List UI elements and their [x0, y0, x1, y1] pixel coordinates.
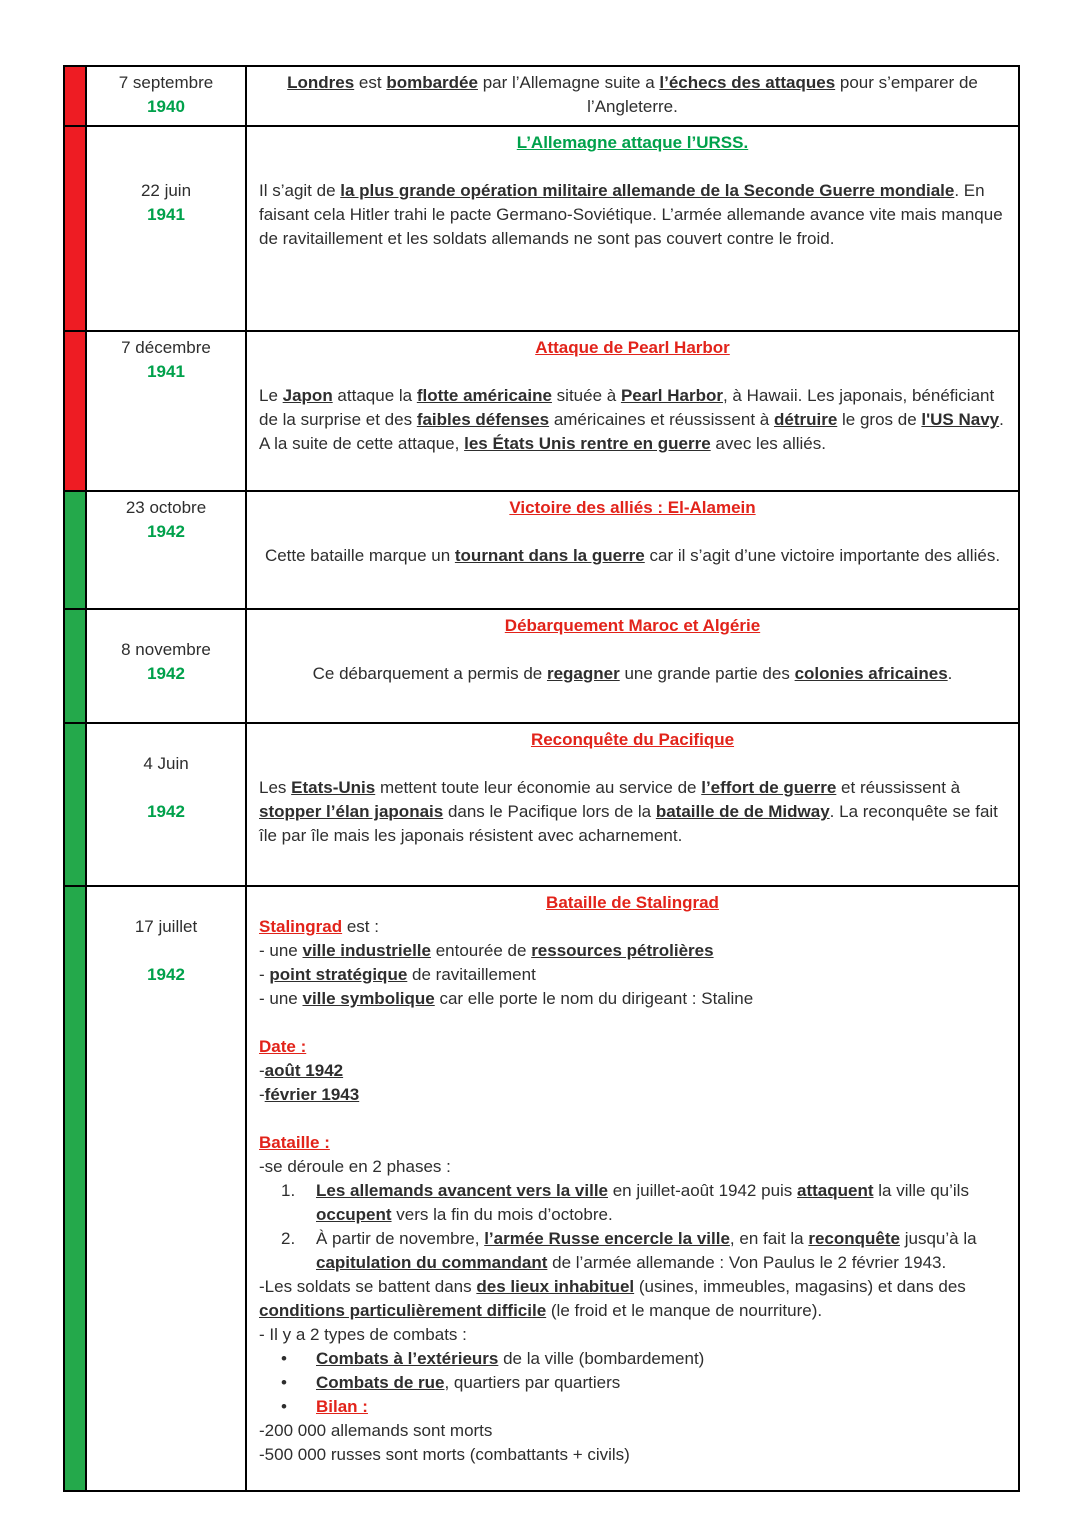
blank-line	[259, 155, 1006, 179]
date-blank-line	[87, 776, 245, 800]
paragraph	[259, 1323, 1006, 1347]
text-segment: -500 000 russes sont morts (combattants + civils)	[259, 1445, 630, 1464]
text-segment: . La reconquête se fait île par île mais les japonais résistent avec acharnement.	[259, 802, 998, 845]
text-segment: Pearl Harbor	[620, 386, 723, 405]
paragraph	[259, 384, 1006, 456]
text-segment: et réussissent à	[836, 778, 961, 797]
text-segment: entourée de	[430, 941, 532, 960]
paragraph	[259, 1155, 1006, 1179]
timeline-row	[65, 887, 1020, 1492]
event-heading: Bataille de Stalingrad	[546, 893, 719, 912]
date-blank-line	[87, 155, 245, 179]
event-content	[247, 67, 1020, 127]
bullet-icon: •	[281, 1397, 287, 1416]
text-segment: les États Unis rentre en guerre	[464, 434, 711, 453]
text-segment: Combats de rue	[316, 1373, 445, 1392]
date-line: 1942	[147, 522, 185, 541]
list-item-text	[316, 1395, 1006, 1419]
event-content	[247, 724, 1020, 887]
text-segment: -	[259, 1085, 265, 1104]
text-segment: , en fait la	[729, 1229, 809, 1248]
event-heading: Victoire des alliés : El-Alamein	[509, 498, 756, 517]
event-heading: Débarquement Maroc et Algérie	[504, 616, 761, 635]
text-segment: de ravitaillement	[407, 965, 536, 984]
list-item-text	[316, 1179, 1006, 1227]
date-cell	[87, 492, 247, 610]
paragraph	[259, 1059, 1006, 1083]
paragraph	[259, 776, 1006, 848]
text-segment: une grande partie des	[619, 664, 795, 683]
date-blank-line	[87, 728, 245, 752]
text-segment: stopper l’élan japonais	[259, 802, 444, 821]
blank-line	[259, 1107, 1006, 1131]
text-segment: jusqu’à la	[900, 1229, 977, 1248]
timeline-row	[65, 492, 1020, 610]
list-item-text	[316, 1347, 1006, 1371]
text-segment: de l’armée allemande : Von Paulus le 2 février 1943.	[547, 1253, 947, 1272]
text-segment: la plus grande opération militaire allemande de la Seconde Guerre mondiale	[340, 181, 955, 200]
date-line: 7 septembre	[118, 73, 214, 92]
event-content	[247, 610, 1020, 724]
text-segment: - une	[259, 941, 303, 960]
text-segment: bombardée	[386, 73, 478, 92]
text-segment: Ce débarquement a permis de	[312, 664, 547, 683]
date-line: 1941	[147, 362, 185, 381]
text-segment: août 1942	[264, 1061, 344, 1080]
text-segment: Bataille :	[259, 1133, 330, 1152]
event-color-strip	[65, 887, 87, 1492]
list-item	[259, 1395, 1006, 1419]
date-line: 7 décembre	[121, 338, 211, 357]
list-item	[259, 1347, 1006, 1371]
list-item-text	[316, 1371, 1006, 1395]
paragraph	[259, 939, 1006, 963]
timeline-row	[65, 67, 1020, 127]
event-content	[247, 332, 1020, 492]
event-color-strip	[65, 724, 87, 887]
timeline-row	[65, 724, 1020, 887]
text-segment: Japon	[282, 386, 333, 405]
list-item	[259, 1179, 1006, 1227]
text-segment: de la ville (bombardement)	[498, 1349, 705, 1368]
date-blank-line	[87, 131, 245, 155]
bullet-icon: •	[281, 1349, 287, 1368]
date-line: 22 juin	[140, 181, 192, 200]
text-segment: car elle porte le nom du dirigeant : Staline	[434, 989, 754, 1008]
text-segment: -200 000 allemands sont morts	[259, 1421, 493, 1440]
paragraph	[259, 1035, 1006, 1059]
paragraph	[259, 1275, 1006, 1323]
text-segment: .	[947, 664, 953, 683]
text-segment: car il s’agit d’une victoire importante des alliés.	[644, 546, 1001, 565]
event-content	[247, 492, 1020, 610]
blank-line	[259, 638, 1006, 662]
event-content	[247, 887, 1020, 1492]
event-content	[247, 127, 1020, 332]
date-blank-line	[87, 614, 245, 638]
text-segment: -se déroule en 2 phases :	[259, 1157, 451, 1176]
text-segment: attaquent	[797, 1181, 874, 1200]
paragraph	[259, 963, 1006, 987]
blank-line	[259, 360, 1006, 384]
text-segment: faibles défenses	[416, 410, 550, 429]
text-segment: en juillet-août 1942 puis	[608, 1181, 798, 1200]
date-line: 23 octobre	[125, 498, 207, 517]
date-blank-line	[87, 891, 245, 915]
timeline-row	[65, 610, 1020, 724]
text-segment: l’armée Russe encercle la ville	[484, 1229, 730, 1248]
text-segment: Combats à l’extérieurs	[316, 1349, 499, 1368]
text-segment: , à Hawaii. Les japonais, bénéficiant de la surprise et des	[259, 386, 995, 429]
blank-line	[259, 520, 1006, 544]
text-segment: Etats-Unis	[291, 778, 376, 797]
bullet-icon: •	[281, 1373, 287, 1392]
paragraph	[259, 71, 1006, 119]
text-segment: colonies africaines	[794, 664, 948, 683]
text-segment: tournant dans la guerre	[454, 546, 645, 565]
text-segment: l’échecs des attaques	[659, 73, 836, 92]
text-segment: Il s’agit de	[259, 181, 341, 200]
text-segment: détruire	[773, 410, 838, 429]
text-segment: est	[354, 73, 387, 92]
paragraph	[259, 544, 1006, 568]
paragraph	[259, 1131, 1006, 1155]
text-segment: . A la suite de cette attaque,	[259, 410, 1004, 453]
text-segment: -	[259, 1061, 265, 1080]
text-segment: mettent toute leur économie au service de	[375, 778, 702, 797]
date-line: 1942	[147, 802, 185, 821]
text-segment: Bilan :	[316, 1397, 368, 1416]
date-line: 4 Juin	[143, 754, 189, 773]
event-color-strip	[65, 127, 87, 332]
paragraph	[259, 662, 1006, 686]
text-segment: février 1943	[264, 1085, 360, 1104]
text-segment: américaines et réussissent à	[549, 410, 774, 429]
text-segment: l'US Navy	[921, 410, 1000, 429]
paragraph	[259, 1443, 1006, 1467]
list-item	[259, 1371, 1006, 1395]
blank-line	[259, 1011, 1006, 1035]
text-segment: avec les alliés.	[710, 434, 826, 453]
date-line: 1941	[147, 205, 185, 224]
date-line: 8 novembre	[121, 640, 211, 659]
text-segment: -Les soldats se battent dans	[259, 1277, 477, 1296]
paragraph	[259, 1419, 1006, 1443]
paragraph	[259, 1083, 1006, 1107]
text-segment: Les allemands avancent vers la ville	[316, 1181, 608, 1200]
text-segment: Le	[259, 386, 283, 405]
event-heading: Reconquête du Pacifique	[530, 730, 735, 749]
text-segment: occupent	[316, 1205, 392, 1224]
text-segment: , quartiers par quartiers	[444, 1373, 621, 1392]
text-segment: Stalingrad	[259, 917, 343, 936]
text-segment: ressources pétrolières	[531, 941, 714, 960]
text-segment: - Il y a 2 types de combats :	[259, 1325, 467, 1344]
text-segment: attaque la	[332, 386, 417, 405]
text-segment: reconquête	[808, 1229, 900, 1248]
text-segment: l’effort de guerre	[701, 778, 837, 797]
text-segment: par l’Allemagne suite a	[477, 73, 660, 92]
text-segment: capitulation du commandant	[316, 1253, 548, 1272]
text-segment: bataille de de Midway	[655, 802, 830, 821]
date-line: 17 juillet	[134, 917, 198, 936]
date-line: 1942	[147, 664, 185, 683]
event-heading: L’Allemagne attaque l’URSS.	[516, 133, 749, 152]
timeline-row	[65, 127, 1020, 332]
text-segment: Les	[259, 778, 292, 797]
text-segment: située à	[551, 386, 621, 405]
text-segment: des lieux inhabituel	[476, 1277, 635, 1296]
date-cell	[87, 724, 247, 887]
text-segment: flotte américaine	[416, 386, 552, 405]
paragraph	[259, 915, 1006, 939]
date-cell	[87, 887, 247, 1492]
blank-line	[259, 752, 1006, 776]
timeline-table	[63, 65, 1020, 1492]
date-cell	[87, 67, 247, 127]
text-segment: le gros de	[837, 410, 922, 429]
timeline-row	[65, 332, 1020, 492]
text-segment: regagner	[546, 664, 620, 683]
date-cell	[87, 332, 247, 492]
event-color-strip	[65, 332, 87, 492]
date-cell	[87, 127, 247, 332]
text-segment: pour s’emparer de l’Angleterre.	[587, 73, 978, 116]
event-color-strip	[65, 610, 87, 724]
event-heading: Attaque de Pearl Harbor	[535, 338, 730, 357]
text-segment: point stratégique	[269, 965, 408, 984]
text-segment: ville symbolique	[302, 989, 435, 1008]
text-segment: - une	[259, 989, 303, 1008]
text-segment: vers la fin du mois d’octobre.	[391, 1205, 613, 1224]
list-number-marker: 2.	[281, 1229, 296, 1248]
event-color-strip	[65, 67, 87, 127]
paragraph	[259, 987, 1006, 1011]
text-segment: Date :	[259, 1037, 307, 1056]
event-color-strip	[65, 492, 87, 610]
date-blank-line	[87, 939, 245, 963]
text-segment: dans le Pacifique lors de la	[443, 802, 656, 821]
text-segment: Cette bataille marque un	[264, 546, 455, 565]
text-segment: À partir de novembre,	[316, 1229, 485, 1248]
date-line: 1940	[147, 97, 185, 116]
text-segment: ville industrielle	[302, 941, 431, 960]
text-segment: (usines, immeubles, magasins) et dans des	[634, 1277, 966, 1296]
text-segment: -	[259, 965, 270, 984]
text-segment: la ville qu’ils	[873, 1181, 969, 1200]
text-segment: conditions particulièrement difficile	[259, 1301, 547, 1320]
paragraph	[259, 179, 1006, 251]
text-segment: . En faisant cela Hitler trahi le pacte Germano-Soviétique. L’armée allemande avance vite mais manque de ravitaillement et les soldats allemands ne sont pas couvert contre le froid.	[259, 181, 1003, 248]
text-segment: est :	[342, 917, 379, 936]
text-segment: Londres	[287, 73, 355, 92]
text-segment: (le froid et le manque de nourriture).	[546, 1301, 823, 1320]
list-number-marker: 1.	[281, 1181, 296, 1200]
date-cell	[87, 610, 247, 724]
list-item-text	[316, 1227, 1006, 1275]
date-line: 1942	[147, 965, 185, 984]
list-item	[259, 1227, 1006, 1275]
